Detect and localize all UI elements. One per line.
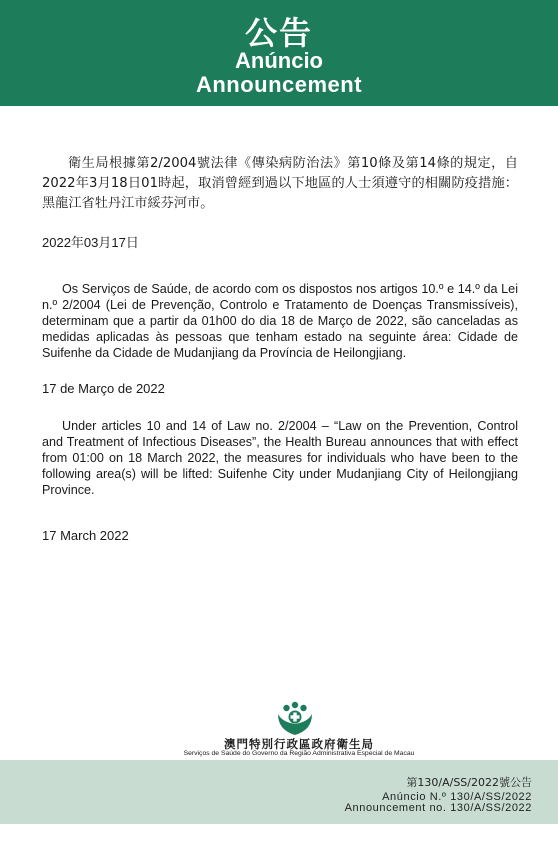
organization-name-zh: 澳門特別行政區政府衛生局 [224, 737, 374, 751]
date-en: 17 March 2022 [42, 528, 129, 543]
header-banner [0, 0, 558, 106]
date-zh: 2022年03月17日 [42, 235, 139, 250]
title-pt: Anúncio [235, 48, 323, 73]
title-zh: 公告 [244, 14, 313, 52]
health-bureau-logo-icon [272, 700, 318, 736]
date-pt: 17 de Março de 2022 [42, 381, 165, 396]
paragraph-zh: 衛生局根據第2/2004號法律《傳染病防治法》第10條及第14條的規定，自2022年3月18日01時起，取消曾經到過以下地區的人士須遵守的相關防疫措施：黑龍江省牡丹江市綏芬河市。 [42, 156, 518, 211]
organization-name-pt: Serviços de Saúde do Governo da Região Administrativa Especial de Macau [183, 750, 415, 757]
paragraph-pt: Os Serviços de Saúde, de acordo com os dispostos nos artigos 10.º e 14.º da Lei n.º 2/2004 (Lei de Prevenção, Controlo e Tratamento de Doenças Transmissíveis), determinam que a partir da 01h00 do dia 18 de Março de 2022, são canceladas as medidas aplicadas às pessoas que tenham estado na seguinte área: Cidade de Suifenhe da Cidade de Mudanjiang da Província de Heilongjiang. [42, 282, 518, 360]
announcement-number-zh: 第130/A/SS/2022號公告 [406, 776, 532, 789]
announcement-number-en: Announcement no. 130/A/SS/2022 [344, 802, 532, 814]
paragraph-en: Under articles 10 and 14 of Law no. 2/2004 – “Law on the Prevention, Control and Treatment of Infectious Diseases”, the Health Bureau announces that with effect from 01:00 on 18 March 2022, the measures for individuals who have been to the following area(s) will be lifted: Suifenhe City under Mudanjiang City of Heilongjiang Province. [42, 419, 518, 497]
announcement-body [42, 154, 518, 543]
announcement-number-pt: Anúncio N.º 130/A/SS/2022 [382, 791, 532, 803]
title-en: Announcement [195, 72, 363, 97]
footer-band [0, 760, 558, 824]
